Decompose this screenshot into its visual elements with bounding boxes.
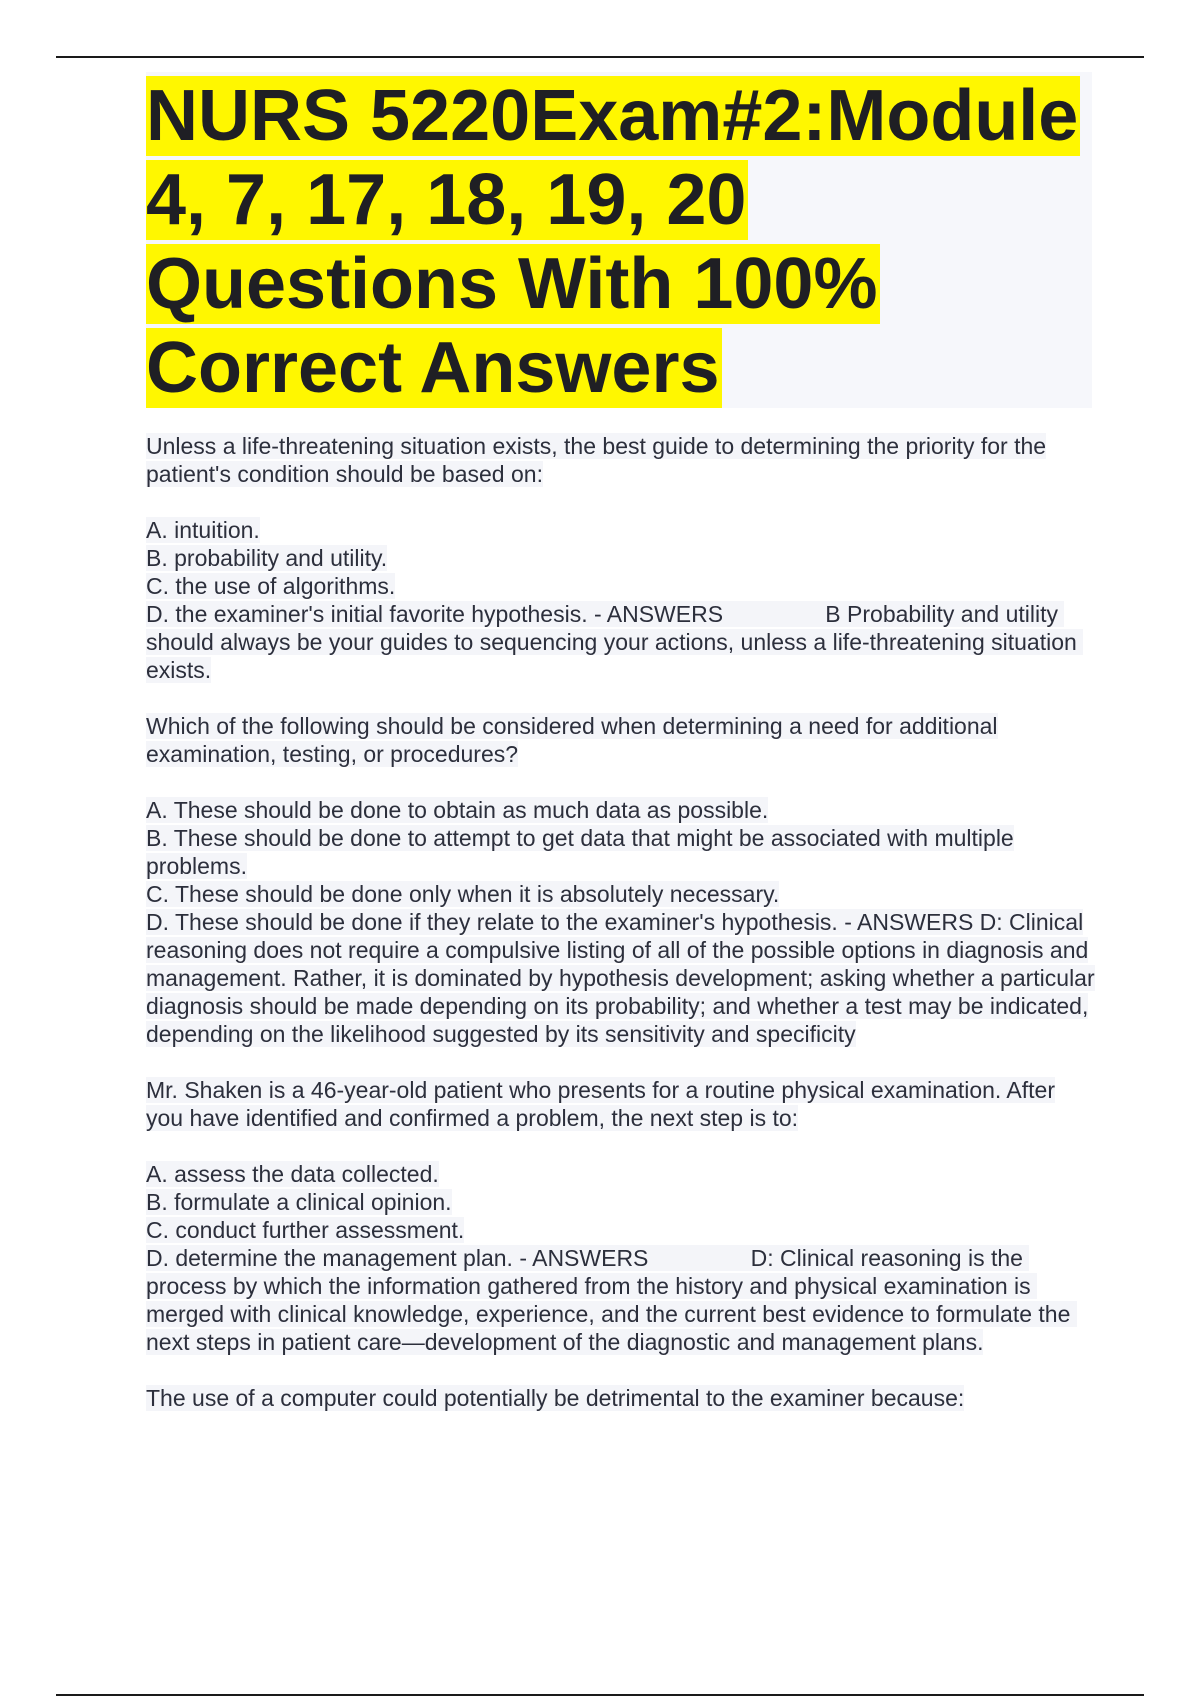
question-stem: Mr. Shaken is a 46-year-old patient who presents for a routine physical examination. After you have identified and confirmed a problem, the next step is to: (146, 1077, 1055, 1131)
option-d-answer: D. These should be done if they relate to the examiner's hypothesis. - ANSWERS D: Clinical reasoning does not require a compulsive listing of all of the possible options in diagnosis and management. Rather, it is dominated by hypothesis development; asking whether a particular diagnosis should be made depending on its probability; and whether a test may be indicated, depending on the likelihood suggested by its sensitivity and specificity (146, 909, 1095, 1047)
question-2-options (146, 796, 1096, 1048)
option-c: C. the use of algorithms. (146, 573, 396, 599)
question-1 (146, 432, 1096, 488)
question-3 (146, 1076, 1096, 1132)
document-body (146, 432, 1096, 1440)
option-d-answer: D. the examiner's initial favorite hypothesis. - ANSWERS B Probability and utility should always be your guides to sequencing your actions, unless a life-threatening situation exists. (146, 601, 1084, 683)
bottom-rule (56, 1694, 1144, 1696)
option-c: C. conduct further assessment. (146, 1217, 465, 1243)
question-1-options (146, 516, 1096, 684)
title-highlight: NURS 5220Exam#2:Module 4, 7, 17, 18, 19, 20 Questions With 100% Correct Answers (146, 76, 1079, 408)
option-b: B. These should be done to attempt to get data that might be associated with multiple problems. (146, 825, 1014, 879)
option-c: C. These should be done only when it is absolutely necessary. (146, 881, 780, 907)
option-b: B. formulate a clinical opinion. (146, 1189, 452, 1215)
top-rule (56, 56, 1144, 58)
question-2 (146, 712, 1096, 768)
question-stem: Which of the following should be considered when determining a need for additional examination, testing, or procedures? (146, 713, 998, 767)
option-a: A. These should be done to obtain as much data as possible. (146, 797, 769, 823)
option-a: A. intuition. (146, 517, 260, 543)
question-stem: Unless a life-threatening situation exists, the best guide to determining the priority for the patient's condition should be based on: (146, 433, 1047, 487)
option-a: A. assess the data collected. (146, 1161, 439, 1187)
option-d-answer: D. determine the management plan. - ANSWERS D: Clinical reasoning is the process by which the information gathered from the history and physical examination is merged with clinical knowledge, experience, and the current best evidence to formulate the next steps in patient care—development of the diagnostic and management plans. (146, 1245, 1077, 1355)
question-4 (146, 1384, 1096, 1412)
option-b: B. probability and utility. (146, 545, 388, 571)
question-stem: The use of a computer could potentially be detrimental to the examiner because: (146, 1385, 965, 1411)
question-3-options (146, 1160, 1096, 1356)
document-title (146, 74, 1092, 410)
